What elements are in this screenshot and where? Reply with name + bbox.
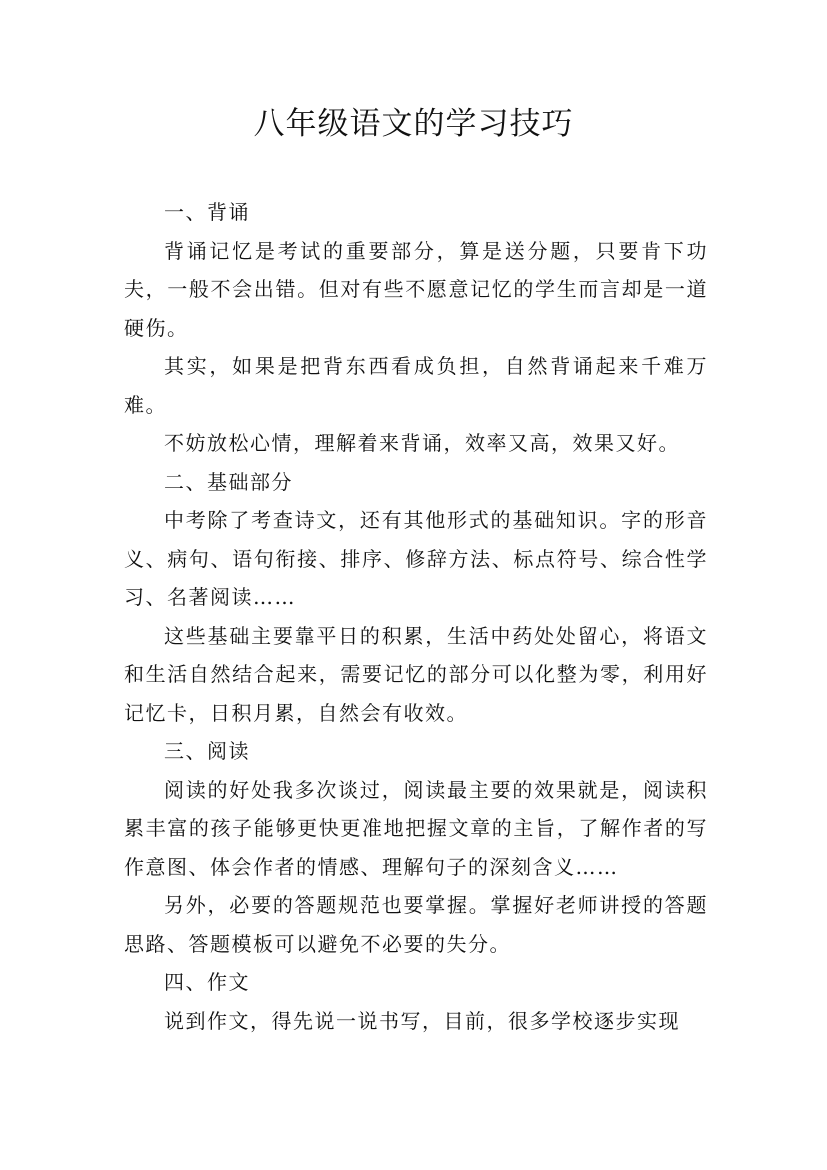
paragraph: 说到作文，得先说一说书写，目前，很多学校逐步实现	[164, 1008, 680, 1033]
section-heading-composition: 四、作文	[164, 970, 250, 994]
section-heading-reading: 三、阅读	[164, 739, 250, 763]
paragraph: 这些基础主要靠平日的积累，生活中药处处留心，将语文和生活自然结合起来，需要记忆的部分可以化整为零，利用好记忆卡，日积月累，自然会有收效。	[124, 623, 708, 725]
section-heading-recitation: 一、背诵	[164, 200, 250, 224]
paragraph: 不妨放松心情，理解着来背诵，效率又高，效果又好。	[164, 431, 680, 455]
paragraph: 阅读的好处我多次谈过，阅读最主要的效果就是，阅读积累丰富的孩子能够更快更准地把握文章的主旨，了解作者的写作意图、体会作者的情感、理解句子的深刻含义……	[124, 777, 708, 879]
paragraph: 其实，如果是把背东西看成负担，自然背诵起来千难万难。	[124, 354, 708, 417]
section-heading-basics: 二、基础部分	[164, 469, 293, 494]
paragraph: 背诵记忆是考试的重要部分，算是送分题，只要肯下功夫，一般不会出错。但对有些不愿意记忆的学生而言却是一道硬伤。	[124, 238, 708, 340]
paragraph: 中考除了考查诗文，还有其他形式的基础知识。字的形音义、病句、语句衔接、排序、修辞方法、标点符号、综合性学习、名著阅读……	[124, 508, 708, 609]
document-body	[124, 193, 708, 1040]
paragraph: 另外，必要的答题规范也要掌握。掌握好老师讲授的答题思路、答题模板可以避免不必要的失分。	[124, 893, 708, 956]
document-title: 八年级语文的学习技巧	[253, 106, 574, 142]
